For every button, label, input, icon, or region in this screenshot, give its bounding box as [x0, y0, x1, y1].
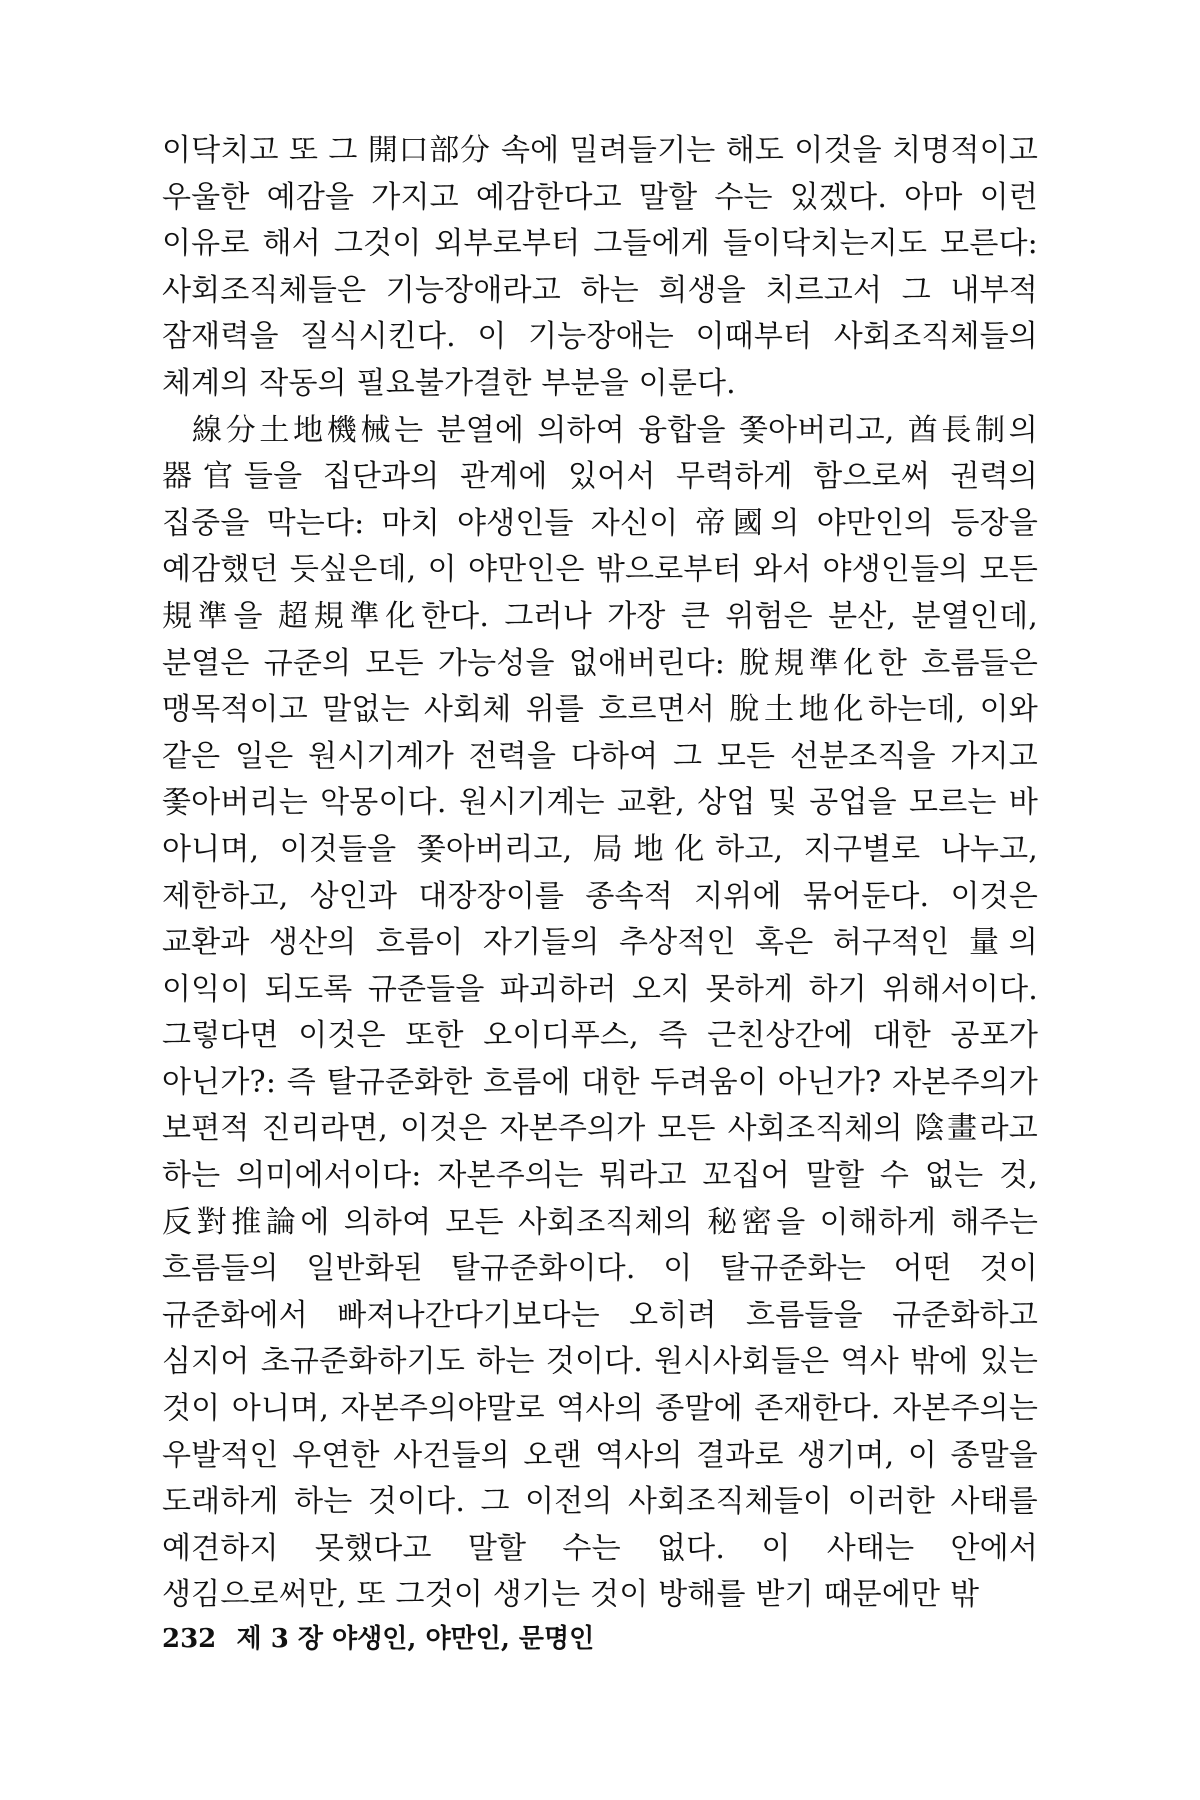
- paragraph-2: 線分土地機械는 분열에 의하여 융합을 쫓아버리고, 酋長制의 器官들을 집단과의 관계에 있어서 무력하게 함으로써 권력의 집중을 막는다: 마치 야생인들 자신이 帝國의 야만인의 등장을 예감했던 듯싶은데, 이 야만인은 밖으로부터 와서 야생인들의 모든 規準을 超規準化한다. 그러나 가장 큰 위험은 분산, 분열인데, 분열은 규준의 모든 가능성을 없애버린다: 脫規準化한 흐름들은 맹목적이고 말없는 사회체 위를 흐르면서 脫土地化하는데, 이와 같은 일은 원시기계가 전력을 다하여 그 모든 선분조직을 가지고 쫓아버리는 악몽이다. 원시기계는 교환, 상업 및 공업을 모르는 바 아니며, 이것들을 쫓아버리고, 局地化하고, 지구별로 나누고, 제한하고, 상인과 대장장이를 종속적 지위에 묶어둔다. 이것은 교환과 생산의 흐름이 자기들의 추상적인 혹은 허구적인 量의 이익이 되도록 규준들을 파괴하러 오지 못하게 하기 위해서이다. 그렇다면 이것은 또한 오이디푸스, 즉 근친상간에 대한 공포가 아닌가?: 즉 탈규준화한 흐름에 대한 두려움이 아닌가? 자본주의가 보편적 진리라면, 이것은 자본주의가 모든 사회조직체의 陰畫라고 하는 의미에서이다: 자본주의는 뭐라고 꼬집어 말할 수 없는 것, 反對推論에 의하여 모든 사회조직체의 秘密을 이해하게 해주는 흐름들의 일반화된 탈규준화이다. 이 탈규준화는 어떤 것이 규준화에서 빠져나간다기보다는 오히려 흐름들을 규준화하고 심지어 초규준화하기도 하는 것이다. 원시사회들은 역사 밖에 있는 것이 아니며, 자본주의야말로 역사의 종말에 존재한다. 자본주의는 우발적인 우연한 사건들의 오랜 역사의 결과로 생기며, 이 종말을 도래하게 하는 것이다. 그 이전의 사회조직체들이 이러한 사태를 예견하지 못했다고 말할 수는 없다. 이 사태는 안에서 생김으로써만, 또 그것이 생기는 것이 방해를 받기 때문에만 밖: [162, 412, 1038, 1613]
- body-text: [162, 128, 1038, 1619]
- paragraph-1: 이닥치고 또 그 開口部分 속에 밀려들기는 해도 이것을 치명적이고 우울한 예감을 가지고 예감한다고 말할 수는 있겠다. 아마 이런 이유로 해서 그것이 외부로부터 그들에게 들이닥치는지도 모른다: 사회조직체들은 기능장애라고 하는 희생을 치르고서 그 내부적 잠재력을 질식시킨다. 이 기능장애는 이때부터 사회조직체들의 체계의 작동의 필요불가결한 부분을 이룬다.: [162, 133, 1038, 401]
- page-number: 232: [162, 1624, 217, 1654]
- page-footer: [162, 1624, 594, 1654]
- running-chapter-title: 제 3 장 야생인, 야만인, 문명인: [236, 1624, 595, 1654]
